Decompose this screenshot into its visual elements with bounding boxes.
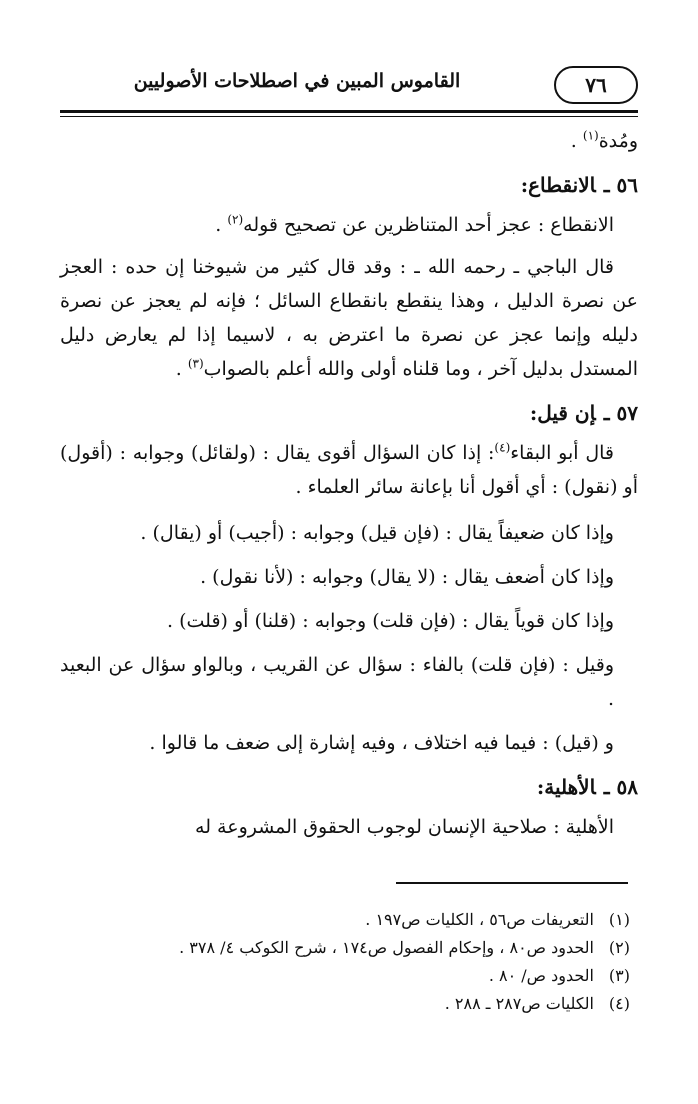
footnote-item <box>70 934 630 962</box>
footnote-ref: (٤) <box>494 440 511 455</box>
entry-line: وإذا كان ضعيفاً يقال : (فإن قيل) وجوابه : (أجيب) أو (يقال) . <box>140 522 614 544</box>
footnote-item <box>70 990 630 1018</box>
footnote-mark: (٤) <box>608 994 630 1013</box>
footnote-ref: (١) <box>582 128 599 143</box>
footnote-mark: (٣) <box>608 966 630 985</box>
footnote-item <box>70 962 630 990</box>
entry-heading-56 <box>60 168 638 202</box>
entry-title: الأهلية: <box>536 775 596 799</box>
footnotes <box>70 906 630 1018</box>
entry-title: الانقطاع: <box>520 173 596 197</box>
footnote-text: الكليات ص٢٨٧ ـ ٢٨٨ . <box>444 994 594 1013</box>
entry-heading-58 <box>60 770 638 804</box>
footnote-ref: (٢) <box>227 212 244 227</box>
footnote-text: التعريفات ص٥٦ ، الكليات ص١٩٧ . <box>365 910 594 929</box>
footnote-text: الحدود ص/ ٨٠ . <box>488 966 594 985</box>
entry-title: إن قيل: <box>529 401 596 425</box>
footnote-mark: (١) <box>608 910 630 929</box>
header-rule-thin <box>60 116 638 117</box>
running-title: القاموس المبين في اصطلاحات الأصوليين <box>133 70 461 92</box>
header-rule-thick <box>60 110 638 113</box>
entry-line: و (قيل) : فيما فيه اختلاف ، وفيه إشارة إلى ضعف ما قالوا . <box>149 732 614 754</box>
page-header <box>60 62 638 106</box>
body-text <box>60 124 638 844</box>
footnote-ref: (٣) <box>187 356 204 371</box>
entry-definition: الانقطاع : عجز أحد المتناظرين عن تصحيح قوله$^{(٢)}$ . <box>215 212 614 236</box>
footnote-item <box>70 906 630 934</box>
footnote-separator <box>396 882 628 884</box>
entry-line: وإذا كان قوياً يقال : (فإن قلت) وجوابه : (قلنا) أو (قلت) . <box>167 610 614 632</box>
page-number: ٧٦ <box>554 66 638 104</box>
footnote-text: الحدود ص٨٠ ، وإحكام الفصول ص١٧٤ ، شرح الكوكب ٤/ ٣٧٨ . <box>179 938 594 957</box>
entry-number: ٥٦ ـ <box>603 173 638 197</box>
entry-number: ٥٨ ـ <box>603 775 638 799</box>
footnote-mark: (٢) <box>608 938 630 957</box>
entry-line: وإذا كان أضعف يقال : (لا يقال) وجوابه : (لأنا نقول) . <box>200 566 614 588</box>
entry-line: وقيل : (فإن قلت) بالفاء : سؤال عن القريب ، وبالواو سؤال عن البعيد . <box>60 654 614 710</box>
entry-intro: قال أبو البقاء$^{(٤)}$: إذا كان السؤال أقوى يقال : (ولقائل) وجوابه : (أقول) أو (نقول) : أي أقول أنا بإعانة سائر العلماء . <box>60 440 638 498</box>
entry-definition: الأهلية : صلاحية الإنسان لوجوب الحقوق المشروعة له <box>195 816 614 838</box>
entry-heading-57 <box>60 396 638 430</box>
entry-paragraph: قال الباجي ـ رحمه الله ـ : وقد قال كثير من شيوخنا إن حده : العجز عن نصرة الدليل ، وهذا ينقطع بانقطاع السائل ؛ فإنه لم يعجز عن نصرة دليله وإنما عجز عن نصرة ما اعترض به ، لاسيما إذا لم يعارض دليل المستدل بدليل آخر ، وما قلناه أولى والله أعلم بالصواب$^{(٣)}$ . <box>60 256 638 380</box>
entry-number: ٥٧ ـ <box>603 401 638 425</box>
continuation-line: ومُدة$^{(١)}$ . <box>570 128 638 152</box>
